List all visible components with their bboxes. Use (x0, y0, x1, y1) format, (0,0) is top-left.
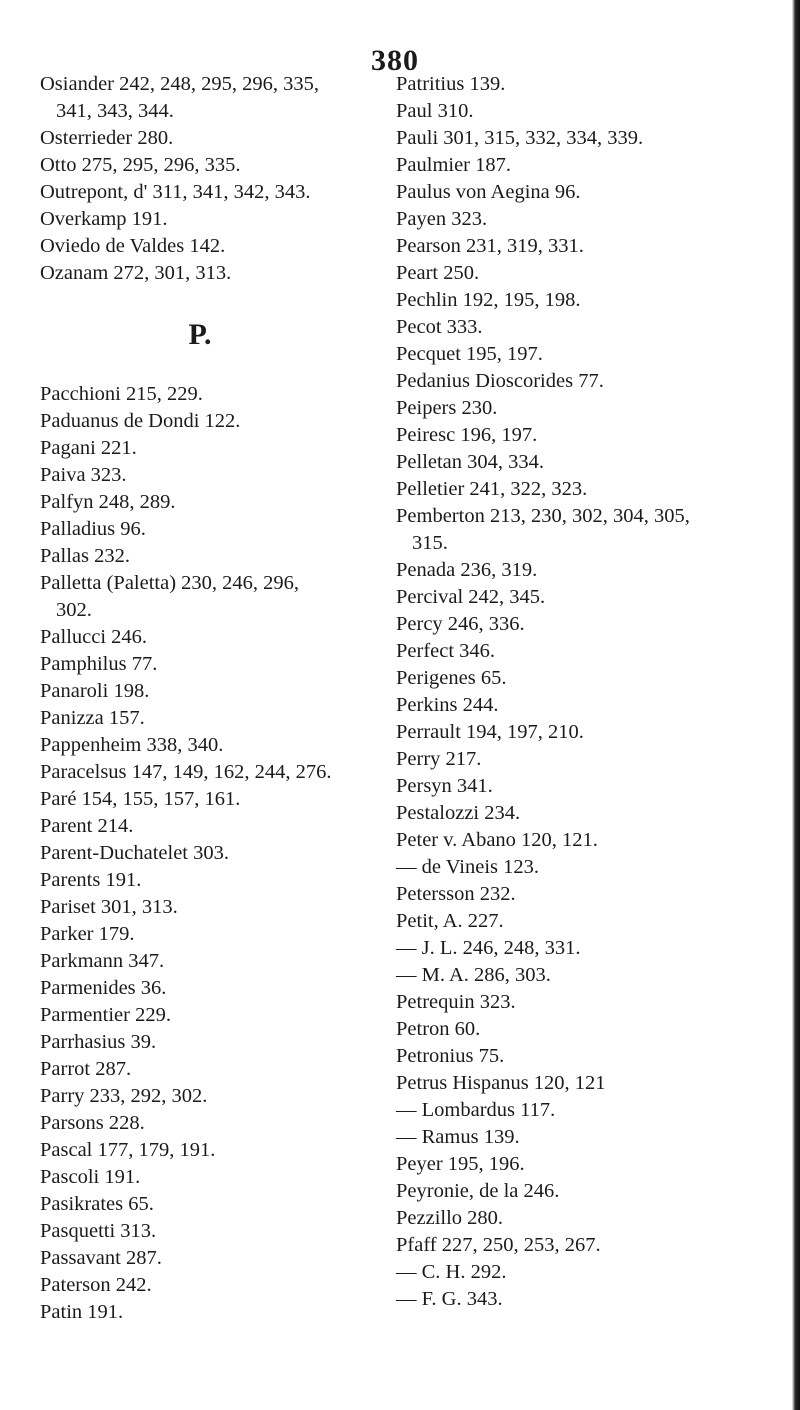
index-entry (40, 206, 390, 233)
index-entry (396, 692, 748, 719)
index-entry (40, 233, 390, 260)
index-entry-text: Pacchioni 215, 229. (40, 383, 203, 405)
index-entry (396, 908, 748, 935)
index-entry-text: Petrus Hispanus 120, 121 (396, 1072, 606, 1094)
index-entry (40, 462, 390, 489)
index-entry (40, 840, 390, 867)
index-entry (40, 759, 390, 786)
index-entry (40, 1272, 390, 1299)
index-entry-text: Otto 275, 295, 296, 335. (40, 154, 241, 176)
index-entry (40, 71, 390, 125)
index-entry (40, 1002, 390, 1029)
index-group-p (40, 381, 390, 1326)
index-entry (396, 719, 748, 746)
index-entry (396, 989, 748, 1016)
index-entry (40, 786, 390, 813)
index-entry-text: Pascal 177, 179, 191. (40, 1139, 216, 1161)
index-entry (396, 611, 748, 638)
index-entry (396, 71, 748, 98)
index-entry (396, 1124, 748, 1151)
index-entry-text: Perigenes 65. (396, 667, 507, 689)
index-entry (396, 962, 748, 989)
index-entry (40, 624, 390, 651)
index-entry (396, 1151, 748, 1178)
index-entry (396, 503, 748, 557)
index-entry-text: Petit, A. 227. (396, 910, 504, 932)
index-entry (40, 1137, 390, 1164)
index-entry (40, 921, 390, 948)
index-entry (396, 422, 748, 449)
index-entry-text: Percy 246, 336. (396, 613, 525, 635)
index-entry (40, 1218, 390, 1245)
index-entry-text: Pallas 232. (40, 545, 130, 567)
index-entry-text: Parker 179. (40, 923, 135, 945)
index-entry-text: Penada 236, 319. (396, 559, 538, 581)
index-entry (396, 881, 748, 908)
index-entry-text: Outrepont, d' 311, 341, 342, 343. (40, 181, 311, 203)
index-entry-text: Perfect 346. (396, 640, 496, 662)
index-entry-text: Pemberton 213, 230, 302, 304, 305, (396, 505, 690, 527)
index-entry (396, 341, 748, 368)
index-entry-text: Panaroli 198. (40, 680, 150, 702)
index-entry-text: Parry 233, 292, 302. (40, 1085, 208, 1107)
index-entry-text: Osterrieder 280. (40, 127, 174, 149)
index-entry-text: Parmenides 36. (40, 977, 167, 999)
index-entry (396, 314, 748, 341)
index-entry (396, 827, 748, 854)
index-entry-text: Peart 250. (396, 262, 480, 284)
index-entry-text: Pascoli 191. (40, 1166, 141, 1188)
index-entry (40, 813, 390, 840)
index-entry (40, 381, 390, 408)
index-entry-text: Pappenheim 338, 340. (40, 734, 224, 756)
page-edge (792, 0, 800, 1410)
index-entry-text: Patin 191. (40, 1301, 124, 1323)
index-entry-text: Pamphilus 77. (40, 653, 158, 675)
index-entry (40, 516, 390, 543)
index-entry-text: Pasquetti 313. (40, 1220, 157, 1242)
index-entry (396, 98, 748, 125)
index-entry-text: — C. H. 292. (396, 1261, 507, 1283)
index-entry-text: Perkins 244. (396, 694, 499, 716)
index-entry-text: Paul 310. (396, 100, 474, 122)
index-entry-text: — Lombardus 117. (396, 1099, 556, 1121)
index-entry (396, 179, 748, 206)
index-group-o (40, 71, 390, 287)
index-entry-text: Perrault 194, 197, 210. (396, 721, 584, 743)
page-number: 380 (371, 44, 419, 77)
index-entry-text: Peiresc 196, 197. (396, 424, 538, 446)
index-entry (40, 543, 390, 570)
index-entry (40, 1299, 390, 1326)
index-entry (40, 678, 390, 705)
index-column-left (40, 71, 390, 1326)
index-entry (396, 287, 748, 314)
index-entry-text: Paterson 242. (40, 1274, 152, 1296)
index-entry (40, 152, 390, 179)
index-entry (40, 732, 390, 759)
index-entry-text: Parent 214. (40, 815, 134, 837)
index-entry-text: Overkamp 191. (40, 208, 168, 230)
index-entry-text: Perry 217. (396, 748, 482, 770)
index-entry-text: Petrequin 323. (396, 991, 516, 1013)
index-entry-text: — de Vineis 123. (396, 856, 540, 878)
index-entry-text: Parent-Duchatelet 303. (40, 842, 229, 864)
index-entry (396, 449, 748, 476)
index-entry-text: Palletta (Paletta) 230, 246, 296, (40, 572, 300, 594)
index-entry (40, 1056, 390, 1083)
index-entry-text: Pestalozzi 234. (396, 802, 521, 824)
index-entry (396, 1070, 748, 1097)
index-entry-text: Paré 154, 155, 157, 161. (40, 788, 241, 810)
index-entry-text: Parkmann 347. (40, 950, 165, 972)
index-entry (40, 867, 390, 894)
index-entry-text: Panizza 157. (40, 707, 145, 729)
index-entry (396, 395, 748, 422)
index-entry (40, 125, 390, 152)
index-entry (40, 651, 390, 678)
index-entry-text: Paracelsus 147, 149, 162, 244, 276. (40, 761, 332, 783)
index-column-right (396, 71, 748, 1313)
index-entry-text: Parrot 287. (40, 1058, 132, 1080)
index-entry (40, 435, 390, 462)
index-entry-text: Parsons 228. (40, 1112, 145, 1134)
index-entry (396, 1259, 748, 1286)
index-entry-text: Percival 242, 345. (396, 586, 546, 608)
index-entry-text: Peyer 195, 196. (396, 1153, 525, 1175)
index-entry (396, 260, 748, 287)
index-entry-text: Pearson 231, 319, 331. (396, 235, 584, 257)
index-entry-text: Paulus von Aegina 96. (396, 181, 581, 203)
index-entry (396, 773, 748, 800)
index-entry-text: Patritius 139. (396, 73, 506, 95)
index-entry-text: Persyn 341. (396, 775, 493, 797)
index-entry-text: Pecquet 195, 197. (396, 343, 543, 365)
index-entry (40, 705, 390, 732)
index-entry (396, 368, 748, 395)
index-entry-text: — J. L. 246, 248, 331. (396, 937, 581, 959)
index-entry (396, 1178, 748, 1205)
index-entry-text: Pecot 333. (396, 316, 483, 338)
index-group-p-continued (396, 71, 748, 1313)
index-entry (40, 1164, 390, 1191)
index-entry (40, 1083, 390, 1110)
index-entry-text: — F. G. 343. (396, 1288, 503, 1310)
index-entry-text: Parents 191. (40, 869, 142, 891)
index-entry (396, 152, 748, 179)
index-entry-text: Pelletier 241, 322, 323. (396, 478, 588, 500)
index-entry-text: Pasikrates 65. (40, 1193, 154, 1215)
index-entry-text: Pelletan 304, 334. (396, 451, 545, 473)
index-entry-text: Palladius 96. (40, 518, 146, 540)
index-entry (40, 408, 390, 435)
index-entry (396, 1286, 748, 1313)
index-entry-text: Peyronie, de la 246. (396, 1180, 560, 1202)
index-entry-text: Passavant 287. (40, 1247, 162, 1269)
index-entry (40, 1245, 390, 1272)
index-entry (396, 1043, 748, 1070)
index-entry (396, 746, 748, 773)
section-heading: P. (188, 318, 212, 351)
index-entry (396, 557, 748, 584)
index-entry (40, 975, 390, 1002)
index-entry-text: Petersson 232. (396, 883, 516, 905)
index-entry-text: Oviedo de Valdes 142. (40, 235, 226, 257)
index-entry-text: Pauli 301, 315, 332, 334, 339. (396, 127, 644, 149)
index-entry (40, 1191, 390, 1218)
index-entry-text: Paulmier 187. (396, 154, 512, 176)
index-entry-text: Pagani 221. (40, 437, 137, 459)
index-entry-text: — Ramus 139. (396, 1126, 520, 1148)
index-entry-text: Pfaff 227, 250, 253, 267. (396, 1234, 601, 1256)
index-entry-text: — M. A. 286, 303. (396, 964, 551, 986)
index-entry-text: Peter v. Abano 120, 121. (396, 829, 598, 851)
index-entry (396, 638, 748, 665)
index-entry-text: Petron 60. (396, 1018, 481, 1040)
index-entry-text: Parrhasius 39. (40, 1031, 157, 1053)
index-entry-text: Osiander 242, 248, 295, 296, 335, (40, 73, 320, 95)
index-entry (40, 1110, 390, 1137)
index-entry (40, 1029, 390, 1056)
index-entry-text: Paiva 323. (40, 464, 127, 486)
index-entry-text: Palfyn 248, 289. (40, 491, 176, 513)
index-entry-text: Paduanus de Dondi 122. (40, 410, 241, 432)
index-entry-text: Pallucci 246. (40, 626, 148, 648)
index-entry (396, 584, 748, 611)
index-entry (40, 894, 390, 921)
index-entry-text: Pezzillo 280. (396, 1207, 504, 1229)
index-entry (396, 233, 748, 260)
index-entry (396, 1016, 748, 1043)
index-entry (396, 206, 748, 233)
index-entry (396, 800, 748, 827)
index-entry-continuation: 302. (56, 599, 92, 621)
index-entry (40, 179, 390, 206)
index-entry (40, 570, 390, 624)
index-entry (396, 1232, 748, 1259)
index-entry (396, 476, 748, 503)
index-entry-text: Pechlin 192, 195, 198. (396, 289, 581, 311)
index-entry-text: Parmentier 229. (40, 1004, 171, 1026)
index-entry (396, 125, 748, 152)
index-entry (396, 854, 748, 881)
index-entry-text: Peipers 230. (396, 397, 498, 419)
index-entry (396, 935, 748, 962)
index-entry (396, 1205, 748, 1232)
index-entry-text: Ozanam 272, 301, 313. (40, 262, 232, 284)
index-entry (40, 260, 390, 287)
index-entry (40, 948, 390, 975)
index-entry-text: Petronius 75. (396, 1045, 505, 1067)
index-entry-text: Pedanius Dioscorides 77. (396, 370, 604, 392)
index-entry (40, 489, 390, 516)
index-entry (396, 665, 748, 692)
index-entry-continuation: 341, 343, 344. (56, 100, 174, 122)
index-entry-text: Pariset 301, 313. (40, 896, 178, 918)
index-entry-text: Payen 323. (396, 208, 488, 230)
index-entry (396, 1097, 748, 1124)
index-entry-continuation: 315. (412, 532, 448, 554)
